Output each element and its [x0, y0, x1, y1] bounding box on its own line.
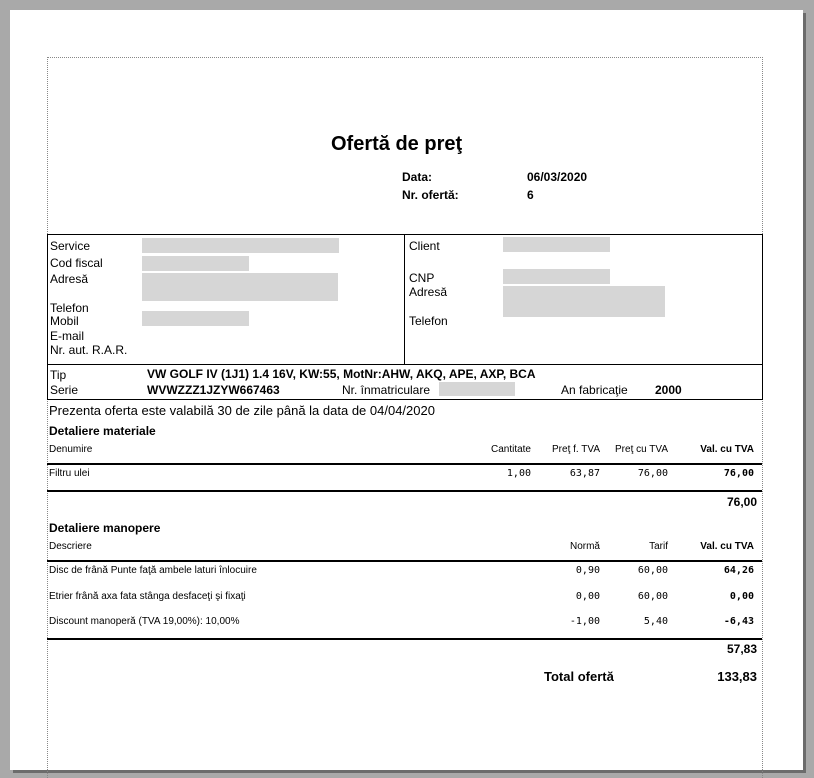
labour-desc: Etrier frână axa fata stânga desfaceţi şi fixaţi [49, 591, 246, 602]
labour-desc: Disc de frână Punte faţă ambele laturi înlocuire [49, 565, 257, 576]
materials-col-name: Denumire [49, 444, 93, 455]
service-mobile-redacted [142, 311, 249, 326]
cnp-label: CNP [409, 271, 435, 285]
client-address-label: Adresă [409, 285, 448, 299]
labour-col-total: Val. cu TVA [700, 541, 754, 552]
labour-col-norm: Normă [569, 541, 600, 552]
cod-fiscal-redacted [142, 256, 249, 271]
service-email-label: E-mail [50, 329, 85, 343]
labour-col-desc: Descriere [49, 541, 92, 552]
material-name: Filtru ulei [49, 468, 90, 479]
page-title: Ofertă de preţ [331, 133, 463, 155]
labour-total: 64,26 [723, 565, 754, 576]
date-value: 06/03/2020 [527, 170, 588, 184]
materials-heading: Detaliere materiale [49, 424, 156, 438]
labour-subtotal: 57,83 [726, 642, 757, 656]
vehicle-vin-label: Serie [50, 383, 79, 397]
service-address-redacted [142, 273, 338, 301]
labour-total: 0,00 [729, 591, 754, 602]
total-value: 133,83 [717, 669, 757, 684]
client-address-redacted [503, 286, 665, 317]
labour-rate: 60,00 [637, 591, 668, 602]
registration-label: Nr. înmatriculare [342, 383, 431, 397]
materials-col-qty: Cantitate [490, 444, 531, 455]
service-address-label: Adresă [50, 272, 89, 286]
material-vat: 76,00 [637, 468, 668, 479]
materials-header-rule [47, 463, 762, 465]
labour-total-rule [47, 638, 762, 640]
service-label: Service [50, 239, 91, 253]
labour-rate: 5,40 [643, 616, 668, 627]
labour-rate: 60,00 [637, 565, 668, 576]
rar-label: Nr. aut. R.A.R. [50, 343, 128, 357]
service-phone-label: Telefon [50, 301, 89, 315]
labour-col-rate: Tarif [649, 541, 668, 552]
labour-total: -6,43 [723, 616, 754, 627]
material-net: 63,87 [569, 468, 600, 479]
date-label: Data: [402, 170, 433, 184]
total-label: Total ofertă [544, 669, 614, 684]
material-qty: 1,00 [506, 468, 531, 479]
cod-fiscal-label: Cod fiscal [50, 256, 103, 270]
materials-col-vat: Preţ cu TVA [615, 444, 668, 455]
vehicle-vin-value: WVWZZZ1JZYW667463 [147, 383, 280, 397]
client-label: Client [409, 239, 440, 253]
client-phone-label: Telefon [409, 314, 448, 328]
materials-subtotal: 76,00 [726, 495, 757, 509]
offer-number-value: 6 [527, 188, 534, 202]
labour-norm: 0,90 [575, 565, 600, 576]
registration-redacted [439, 382, 515, 396]
materials-total-rule [47, 490, 762, 492]
labour-norm: -1,00 [569, 616, 600, 627]
year-value: 2000 [655, 383, 682, 397]
materials-col-total: Val. cu TVA [700, 444, 754, 455]
client-name-redacted [503, 237, 610, 252]
offer-number-label: Nr. ofertă: [402, 188, 459, 202]
labour-desc: Discount manoperă (TVA 19,00%): 10,00% [49, 616, 240, 627]
labour-heading: Detaliere manopere [49, 521, 161, 535]
labour-norm: 0,00 [575, 591, 600, 602]
validity-text: Prezenta oferta este valabilă 30 de zile până la data de 04/04/2020 [49, 403, 435, 418]
materials-col-net: Preţ f. TVA [552, 444, 600, 455]
parties-divider [404, 235, 405, 364]
service-name-redacted [142, 238, 339, 253]
cnp-redacted [503, 269, 610, 284]
labour-header-rule [47, 560, 762, 562]
material-total: 76,00 [723, 468, 754, 479]
service-mobile-label: Mobil [50, 314, 79, 328]
year-label: An fabricaţie [561, 383, 628, 397]
vehicle-type-label: Tip [50, 368, 67, 382]
vehicle-type-value: VW GOLF IV (1J1) 1.4 16V, KW:55, MotNr:AHW, AKQ, APE, AXP, BCA [147, 367, 536, 381]
